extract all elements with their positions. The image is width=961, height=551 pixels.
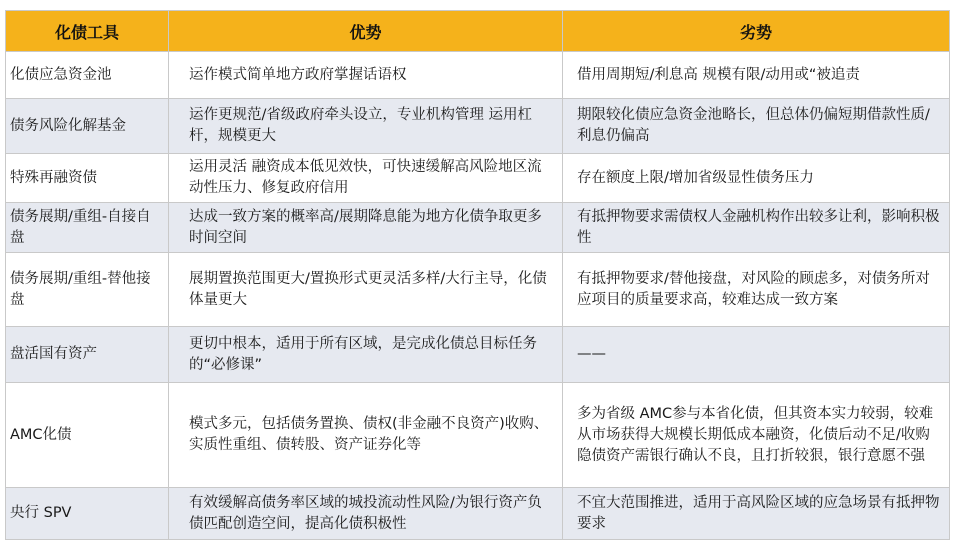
table-row bbox=[6, 327, 950, 383]
advantage-cell: 更切中根本，适用于所有区域，是完成化债总目标任务的“必修课” bbox=[169, 327, 563, 383]
tool-cell: 央行 SPV bbox=[6, 488, 169, 540]
table-row bbox=[6, 253, 950, 327]
disadvantage-cell: 存在额度上限/增加省级显性债务压力 bbox=[563, 154, 950, 203]
advantage-cell: 展期置换范围更大/置换形式更灵活多样/大行主导，化债体量更大 bbox=[169, 253, 563, 327]
disadvantage-cell: 多为省级 AMC参与本省化债，但其资本实力较弱，较难从市场获得大规模长期低成本融资，化债后动不足/收购隐债资产需银行确认不良，且打折较狠，银行意愿不强 bbox=[563, 383, 950, 488]
disadvantage-cell: 不宜大范围推进，适用于高风险区域的应急场景有抵押物要求 bbox=[563, 488, 950, 540]
table-row bbox=[6, 52, 950, 99]
advantage-cell: 运用灵活 融资成本低见效快，可快速缓解高风险地区流动性压力、修复政府信用 bbox=[169, 154, 563, 203]
advantage-cell: 有效缓解高债务率区域的城投流动性风险/为银行资产负债匹配创造空间，提高化债积极性 bbox=[169, 488, 563, 540]
header-row bbox=[6, 11, 950, 52]
tool-cell: 债务展期/重组-自接自盘 bbox=[6, 203, 169, 253]
table-row bbox=[6, 99, 950, 154]
tool-cell: 盘活国有资产 bbox=[6, 327, 169, 383]
tool-cell: 债务风险化解基金 bbox=[6, 99, 169, 154]
disadvantage-cell: —— bbox=[563, 327, 950, 383]
tool-cell: 特殊再融资债 bbox=[6, 154, 169, 203]
tool-cell: 债务展期/重组-替他接盘 bbox=[6, 253, 169, 327]
advantage-cell: 模式多元，包括债务置换、债权(非金融不良资产)收购、实质性重组、债转股、资产证券化等 bbox=[169, 383, 563, 488]
disadvantage-cell: 有抵押物要求需债权人金融机构作出较多让利，影响积极性 bbox=[563, 203, 950, 253]
table-row bbox=[6, 383, 950, 488]
tool-cell: AMC化债 bbox=[6, 383, 169, 488]
table-row bbox=[6, 488, 950, 540]
table-row bbox=[6, 154, 950, 203]
debt-resolution-table bbox=[5, 10, 950, 540]
disadvantage-cell: 期限较化债应急资金池略长，但总体仍偏短期借款性质/利息仍偏高 bbox=[563, 99, 950, 154]
tool-cell: 化债应急资金池 bbox=[6, 52, 169, 99]
disadvantage-cell: 有抵押物要求/替他接盘，对风险的顾虑多，对债务所对应项目的质量要求高，较难达成一致方案 bbox=[563, 253, 950, 327]
advantage-cell: 运作更规范/省级政府牵头设立，专业机构管理 运用杠杆，规模更大 bbox=[169, 99, 563, 154]
debt-resolution-table-container bbox=[5, 10, 949, 540]
advantage-cell: 达成一致方案的概率高/展期降息能为地方化债争取更多时间空间 bbox=[169, 203, 563, 253]
header-tool: 化债工具 bbox=[6, 11, 169, 52]
header-disadvantage: 劣势 bbox=[563, 11, 950, 52]
disadvantage-cell: 借用周期短/利息高 规模有限/动用或“被追责 bbox=[563, 52, 950, 99]
header-advantage: 优势 bbox=[169, 11, 563, 52]
table-row bbox=[6, 203, 950, 253]
advantage-cell: 运作模式简单地方政府掌握话语权 bbox=[169, 52, 563, 99]
